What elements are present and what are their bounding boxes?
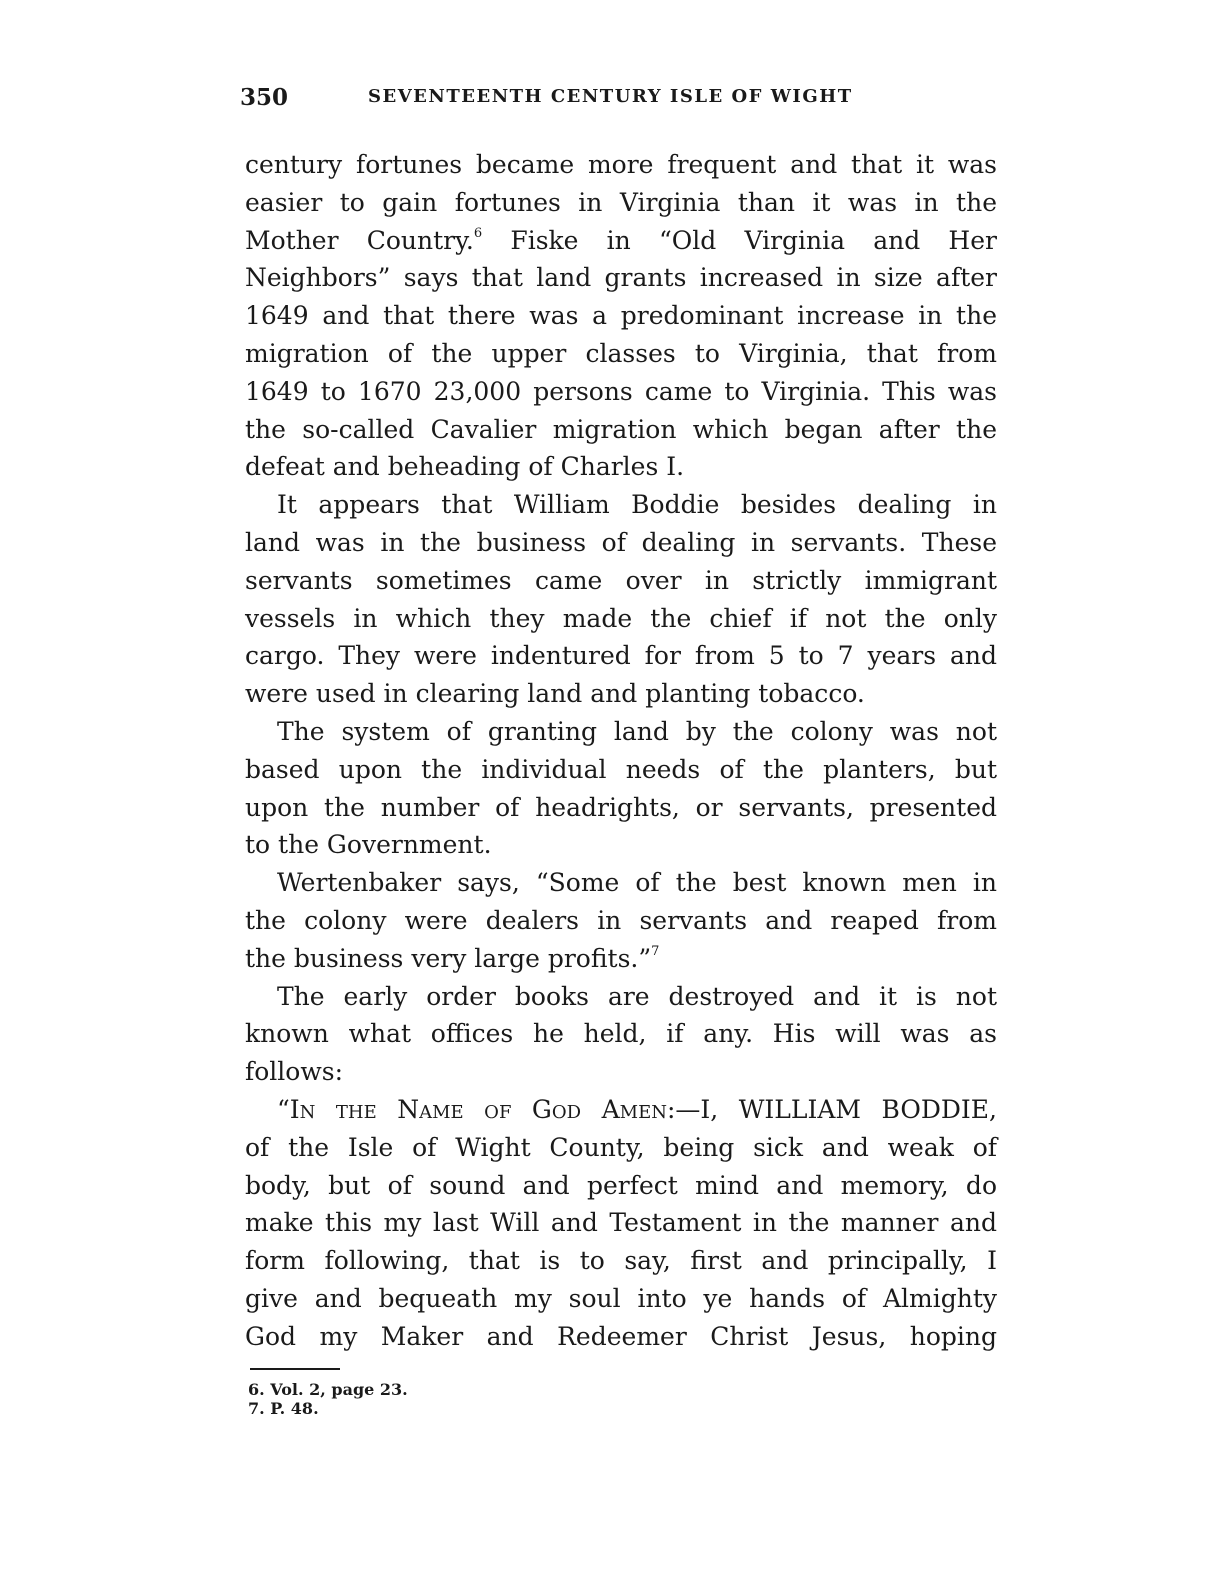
text-line: vessels in which they made the chief if not the only (245, 603, 997, 633)
text-line: upon the number of headrights, or servants, presented (245, 792, 997, 822)
text-line: make this my last Will and Testament in the manner and (245, 1208, 997, 1238)
text-line: known what offices he held, if any. His will was as (245, 1019, 997, 1049)
body-text (245, 146, 997, 1356)
text-line: body, but of sound and perfect mind and memory, do (245, 1170, 997, 1200)
footnote-divider (250, 1368, 340, 1370)
text-line: were used in clearing land and planting tobacco. (245, 679, 865, 709)
text-line: the so-called Cavalier migration which began after the (245, 414, 997, 444)
text-line: of the Isle of Wight County, being sick and weak of (245, 1132, 997, 1162)
text-line (245, 1091, 997, 1129)
text-line: God my Maker and Redeemer Christ Jesus, hoping (245, 1321, 997, 1351)
text-line: 1649 and that there was a predominant increase in the (245, 301, 997, 331)
text-line: Neighbors” says that land grants increased in size after (245, 263, 997, 293)
text-line: century fortunes became more frequent and that it was (245, 150, 997, 179)
running-head (240, 84, 1000, 114)
text-fragment: Mother Country. (245, 225, 474, 255)
text-fragment: :—I, WILLIAM BODDIE, (666, 1094, 997, 1124)
text-line (245, 940, 997, 978)
running-title: SEVENTEENTH CENTURY ISLE OF WIGHT (368, 86, 853, 107)
text-line: servants sometimes came over in strictly immigrant (245, 565, 997, 595)
text-line: migration of the upper classes to Virginia, that from (245, 338, 997, 368)
page-number: 350 (240, 84, 289, 111)
footnote-6: 6. Vol. 2, page 23. (248, 1380, 408, 1399)
text-line: The early order books are destroyed and it is not (277, 981, 997, 1011)
text-line: follows: (245, 1057, 343, 1087)
text-line: The system of granting land by the colony was not (277, 716, 997, 746)
will-opening-smallcaps: “In the Name of God Amen (277, 1094, 667, 1124)
text-fragment: Fiske in “Old Virginia and Her (482, 225, 997, 255)
text-line: to the Government. (245, 830, 492, 860)
text-line (245, 222, 997, 260)
footnotes (248, 1380, 848, 1418)
text-line: the colony were dealers in servants and reaped from (245, 905, 997, 935)
text-line: give and bequeath my soul into ye hands of Almighty (245, 1283, 997, 1313)
text-line: land was in the business of dealing in servants. These (245, 527, 997, 557)
footnote-ref-6: 6 (473, 225, 483, 241)
text-line: based upon the individual needs of the planters, but (245, 754, 997, 784)
text-fragment: the business very large profits.” (245, 943, 652, 973)
footnote-ref-7: 7 (651, 943, 660, 959)
footnote-7: 7. P. 48. (248, 1399, 319, 1418)
text-line: easier to gain fortunes in Virginia than it was in the (245, 187, 997, 217)
text-line: cargo. They were indentured for from 5 to 7 years and (245, 641, 997, 671)
text-line: defeat and beheading of Charles I. (245, 452, 685, 482)
text-line: form following, that is to say, first and principally, I (245, 1246, 997, 1276)
text-line: Wertenbaker says, “Some of the best known men in (277, 868, 997, 898)
text-line: It appears that William Boddie besides dealing in (277, 490, 997, 520)
text-line: 1649 to 1670 23,000 persons came to Virginia. This was (245, 376, 997, 406)
